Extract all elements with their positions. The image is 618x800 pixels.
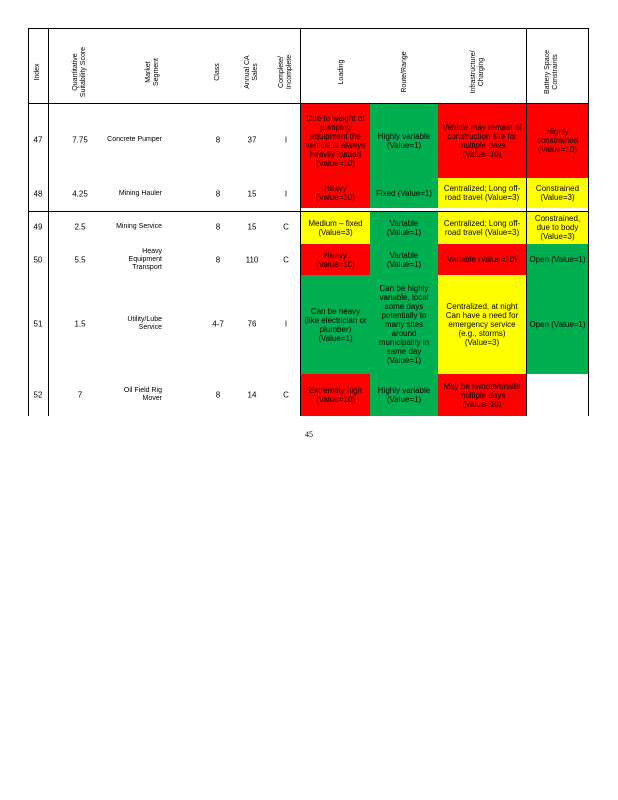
cell-battery-47: Highly constrained (Value=10) <box>526 103 589 178</box>
header-score: Quantitative Suitability Score <box>72 46 87 98</box>
cell-class: 8 <box>215 390 221 400</box>
border-left <box>28 28 29 416</box>
cell-sales: 110 <box>245 255 259 265</box>
data-table <box>28 28 589 416</box>
row-divider <box>28 211 589 212</box>
cell-segment: Mining Service <box>116 223 162 230</box>
cell-route-47: Highly variable (Value=1) <box>370 103 438 178</box>
cell-segment: Concrete Pumper <box>107 136 162 143</box>
cell-sales: 15 <box>247 189 257 199</box>
cell-sales: 76 <box>247 319 257 329</box>
cell-route-50: Variable (Value=1) <box>370 244 438 275</box>
cell-battery-51: Open (Value=1) <box>526 275 589 374</box>
cell-infra-50: Variable (Value=10) <box>438 244 526 275</box>
header-index: Index <box>34 63 41 81</box>
cell-infra-51: Centralized, at night Can have a need for emergency service (e.g., storms) (Value=3) <box>438 275 526 374</box>
header-class: Class <box>214 63 221 81</box>
cell-loading-48: Heavy (Value=10) <box>301 178 370 208</box>
cell-sales: 37 <box>247 135 257 145</box>
col-divider <box>526 28 527 416</box>
header-infra: Infrastructure/ Charging <box>470 50 485 94</box>
cell-class: 8 <box>215 189 221 199</box>
cell-score: 7.75 <box>72 135 88 145</box>
cell-segment: Utility/Lube Service <box>127 316 162 331</box>
cell-loading-51: Can be heavy (like electrician or plumber) (Value=1) <box>301 275 370 374</box>
cell-infra-47: Vehicle may remain at construction site for multiple days (Value=10) <box>438 103 526 178</box>
cell-index: 47 <box>33 135 43 145</box>
cell-loading-50: Heavy (Value=10) <box>301 244 370 275</box>
cell-class: 8 <box>215 255 221 265</box>
cell-battery-49: Constrained, due to body (Value=3) <box>526 211 589 244</box>
cell-segment: Heavy Equipment Transport <box>128 248 162 271</box>
cell-ci: I <box>284 189 288 199</box>
cell-infra-52: May be remote/onsite multiple days (Value=10) <box>438 374 526 416</box>
cell-route-49: Variable (Value=1) <box>370 211 438 244</box>
header-battery: Battery Space Constraints <box>544 50 559 94</box>
cell-sales: 14 <box>247 390 257 400</box>
header-segment: Market Segment <box>145 57 160 87</box>
cell-infra-48: Centralized; Long off-road travel (Value=3) <box>438 178 526 208</box>
cell-battery-48: Constrained (Value=3) <box>526 178 589 208</box>
cell-class: 8 <box>215 222 221 232</box>
cell-class: 8 <box>215 135 221 145</box>
cell-ci: C <box>283 390 289 400</box>
cell-infra-49: Centralized; Long off-road travel (Value=3) <box>438 211 526 244</box>
col-divider <box>300 28 301 416</box>
cell-score: 7 <box>77 390 83 400</box>
header-complete: Complete/ Incomplete <box>278 54 293 90</box>
cell-loading-49: Medium – fixed (Value=3) <box>301 211 370 244</box>
cell-ci: I <box>284 319 288 329</box>
cell-score: 1.5 <box>74 319 86 329</box>
cell-ci: C <box>283 255 289 265</box>
cell-ci: I <box>284 135 288 145</box>
cell-loading-47: Due to weight of pumping equipment the vehicle is always heavily loaded (Value=10) <box>301 103 370 178</box>
header-divider <box>28 103 589 104</box>
cell-score: 2.5 <box>74 222 86 232</box>
page-number: 45 <box>305 430 313 439</box>
cell-score: 5.5 <box>74 255 86 265</box>
cell-route-51: Can be highly variable, local some days potentially to many sites around municipality in same day (Value=1) <box>370 275 438 374</box>
cell-segment: Oil Field Rig Mover <box>123 387 162 402</box>
cell-route-52: Highly variable (Value=1) <box>370 374 438 416</box>
cell-index: 52 <box>33 390 43 400</box>
border-right <box>588 28 589 416</box>
cell-loading-52: Extremely high (Value=10) <box>301 374 370 416</box>
cell-score: 4.25 <box>72 189 88 199</box>
cell-ci: C <box>283 222 289 232</box>
cell-class: 4-7 <box>212 319 224 329</box>
cell-index: 50 <box>33 255 43 265</box>
header-loading: Loading <box>338 59 345 85</box>
border-top <box>28 28 589 29</box>
col-divider <box>48 28 49 416</box>
cell-index: 51 <box>33 319 43 329</box>
cell-route-48: Fixed (Value=1) <box>370 178 438 208</box>
cell-battery-52 <box>526 374 589 416</box>
cell-battery-50: Open (Value=1) <box>526 244 589 275</box>
cell-index: 48 <box>33 189 43 199</box>
cell-sales: 15 <box>247 222 257 232</box>
cell-index: 49 <box>33 222 43 232</box>
header-route: Route/Range <box>401 51 408 93</box>
header-sales: Annual CA Sales <box>244 55 259 89</box>
cell-segment: Mining Hauler <box>118 190 162 197</box>
